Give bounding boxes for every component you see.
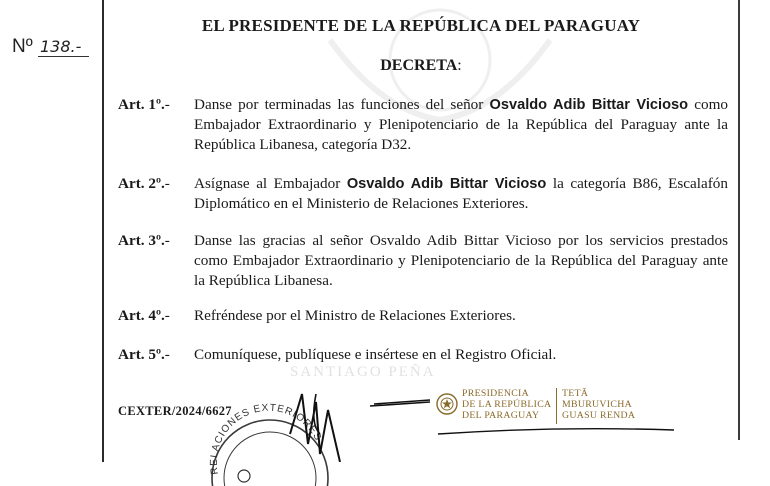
article-4 [118,306,728,326]
seal-text: RELACIONES EXTERIORES [208,402,324,476]
person-name: Osvaldo Adib Bittar Vicioso [346,176,547,192]
presidency-shield-icon [436,392,458,416]
article-text: Danse las gracias al señor Osvaldo Adib Bittar Vicioso por los servicios prestados como Embajador Extraordinario y Plenipotenciario de la República del Paraguay ante la República Libanesa. [194,232,728,289]
article-text: Danse por terminadas las funciones del señor Osvaldo Adib Bittar Vicioso como Embajador Extraordinario y Plenipotenciario de la República del Paraguay ante la República Libanesa, categoría D32. [194,96,728,153]
article-5 [118,345,728,365]
document-heading: EL PRESIDENTE DE LA REPÚBLICA DEL PARAGUAY [201,16,641,35]
article-1 [118,95,728,155]
article-text: Refréndese por el Ministro de Relaciones Exteriores. [194,307,516,324]
emblem-underline-stroke [436,424,676,438]
article-3 [118,231,728,291]
folio-handwritten-number: 138.- [38,37,89,57]
article-text: Comuníquese, publíquese e insértese en el Registro Oficial. [194,346,557,363]
article-text: Asígnase al Embajador Osvaldo Adib Bittar Vicioso la categoría B86, Escalafón Diplomático en el Ministerio de Relaciones Exteriores. [194,175,728,212]
presidency-text-guarani: TETÃ MBURUVICHA GUASU RENDA [562,388,636,421]
emblem-divider [556,388,557,424]
article-label: Art. 3º.- [118,232,170,249]
handwritten-signature [280,374,430,462]
article-label: Art. 1º.- [118,96,170,113]
article-label: Art. 4º.- [118,307,170,324]
reference-code: CEXTER/2024/6627 [118,404,232,418]
presidency-text-spanish: PRESIDENCIA DE LA REPÚBLICA DEL PARAGUAY [462,388,552,421]
right-margin-line [738,0,740,440]
signature-underline-stroke [372,396,432,406]
person-name: Osvaldo Adib Bittar Vicioso [489,97,689,113]
folio-prefix: Nº [12,36,33,57]
decreta-heading [104,57,738,75]
faint-overlay-text: SANTIAGO PEÑA [290,364,436,380]
article-label: Art. 5º.- [118,346,170,363]
article-label: Art. 2º.- [118,175,170,192]
article-2 [118,174,728,214]
folio-number [12,36,89,58]
decreta-word: DECRETA [380,57,458,74]
decreta-colon: : [457,57,462,74]
